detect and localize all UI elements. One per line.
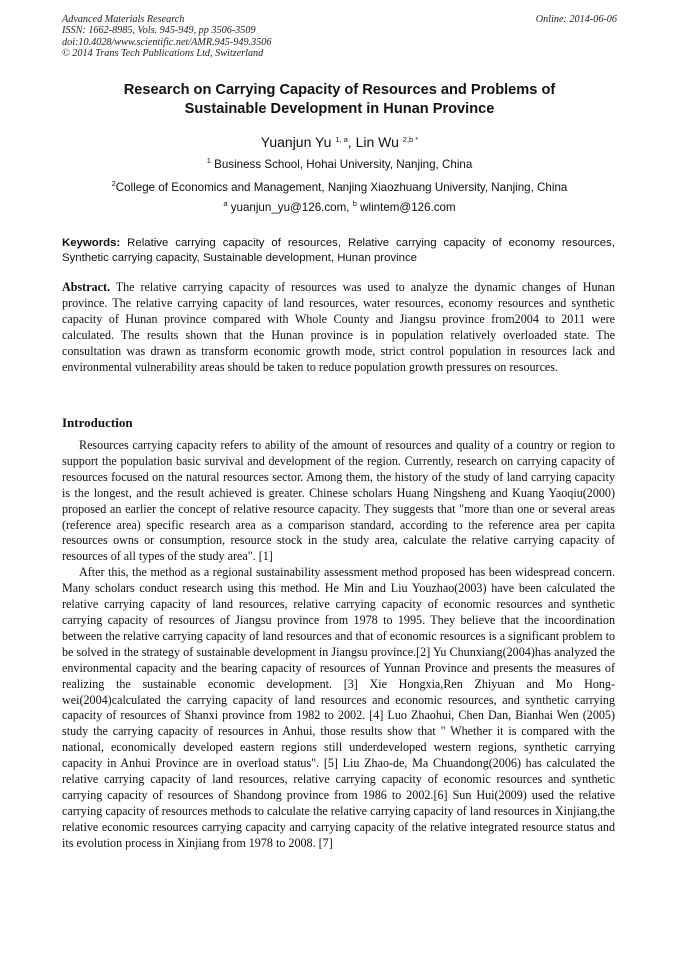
keywords-text: Relative carrying capacity of resources, Relative carrying capacity of economy resources, Synthetic carrying capacity, Sustainable development, Hunan province	[62, 237, 615, 264]
affiliation-number: 1	[206, 156, 211, 165]
doi-line: doi:10.4028/www.scientific.net/AMR.945-949.3506	[62, 36, 272, 48]
introduction-heading: Introduction	[62, 415, 133, 430]
author-superscript: 2,b *	[402, 135, 419, 144]
author-separator: ,	[347, 134, 356, 150]
title-line-1: Research on Carrying Capacity of Resources and Problems of	[123, 82, 556, 98]
email-a[interactable]: yuanjun_yu@126.com,	[230, 201, 350, 214]
title-line-2: Sustainable Development in Hunan Province	[184, 101, 495, 117]
author-list	[62, 133, 617, 151]
introduction-body	[62, 438, 615, 852]
paper-title	[62, 81, 617, 119]
journal-header	[62, 14, 617, 60]
affiliation-1	[62, 157, 617, 172]
affiliation-text: Business School, Hohai University, Nanjing, China	[214, 158, 473, 171]
copyright-line: © 2014 Trans Tech Publications Ltd, Switzerland	[62, 48, 264, 60]
author-emails	[62, 200, 617, 215]
author-superscript: 1, a	[335, 135, 348, 144]
email-b[interactable]: wlintem@126.com	[360, 201, 456, 214]
abstract-text: The relative carrying capacity of resources was used to analyze the dynamic changes of Hunan province. The relative carrying capacity of land resources, water resources, economy resources and synthetic capacity of Hunan province compared with Whole County and Jiangsu province from2004 to 2011 were calculated. The results shown that the Hunan province is in population relatively overloaded state. The consultation was drawn as transform economic growth mode, strict control population in resources lack and environmental vulnerability areas should be taken to reduce population growth pressures on resources.	[62, 280, 615, 374]
email-marker: b	[352, 199, 357, 208]
abstract-label: Abstract.	[62, 280, 111, 294]
journal-name: Advanced Materials Research	[62, 14, 185, 25]
online-date: Online: 2014-06-06	[535, 14, 617, 25]
keywords-block	[62, 236, 615, 266]
affiliation-2	[62, 180, 617, 195]
introduction-paragraph: After this, the method as a regional sustainability assessment method proposed has been widespread concern. Many scholars conduct research using this method. He Min and Liu Youzhao(2003) have been calculated the relative carrying capacity of land resources, relative carrying capacity of economic resources and synthetic carrying capacity of resources of Jiangsu province from 1978 to 1995. They believe that the incoordination between the relative carrying capacity of land resources and that of economic resources is a significant problem to be solved in the strategy of sustainable development in Jiangsu province.[2] Yu Chunxiang(2004)has analyzed the environmental capacity and the bearing capacity of resources of Yunnan Province and presents the measures of realizing the sustainable economic development. [3] Xie Hongxia,Ren Zhiyuan and Mo Hong-wei(2004)calculated the carrying capacity of land resources and economic resources, and synthetic carrying capacity of resources of Shanxi province from 1982 to 2002. [4] Luo Zhaohui, Chen Dan, Bianhai Wen (2005) study the carrying capacity of resources in Anhui, those results show that " Whether it is compared with the national, economically developed eastern regions still underdeveloped western regions, synthetic carrying capacity in Anhui Province are in overload status". [5] Liu Zhao-de, Ma Chuandong(2006) has calculated the relative carrying capacity of land resources, relative carrying capacity of economic resources and synthetic carrying capacity of resources of Shandong province from 1986 to 2002.[6] Sun Hui(2009) used the relative carrying capacity of resources methods to calculate the relative carrying capacity of land resources in Xinjiang,the relative economic resources carrying capacity and carrying capacity of the relative integrated resource status and its evolution process in Xinjiang from 1978 to 2008. [7]	[62, 565, 615, 850]
keywords-label: Keywords:	[62, 237, 121, 249]
issn-line: ISSN: 1662-8985, Vols. 945-949, pp 3506-3509	[62, 25, 256, 37]
affiliation-number: 2	[111, 179, 116, 188]
affiliation-text: College of Economics and Management, Nanjing Xiaozhuang University, Nanjing, China	[115, 181, 568, 194]
abstract-block	[62, 280, 615, 375]
author-name: Lin Wu	[355, 134, 399, 150]
introduction-paragraph: Resources carrying capacity refers to ability of the amount of resources and quality of a country or region to support the population basic survival and development of the region. Currently, research on carrying capacity of resources focused on the natural resources sector. Among them, the history of the study of land carrying capacity is the longest, and the result achieved is greater. Chinese scholars Huang Ningsheng and Kuang Yaoqiu(2000) proposed an earlier the concept of relative resource capacity. They suggests that "more than one or several areas (reference area) specific research area as a comparison standard, according to the reference area per capita resources owns or consumption, resource stock in the study area, calculate the relative carrying capacity of resources of all types of the study area". [1]	[62, 438, 615, 564]
author-name: Yuanjun Yu	[260, 134, 332, 150]
email-marker: a	[223, 199, 228, 208]
